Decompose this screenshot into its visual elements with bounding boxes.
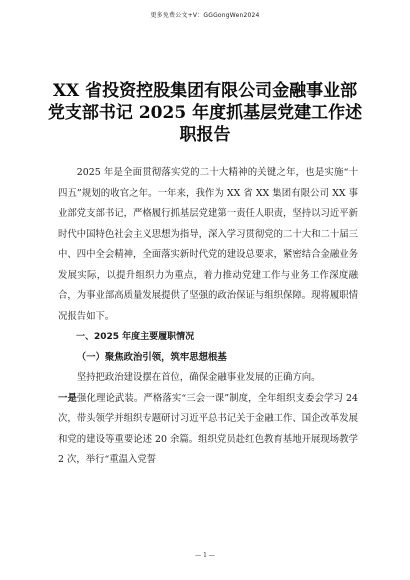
point-lead: 一是 [58,392,77,404]
title-line-1: XX 省投资控股集团有限公司金融事业部 [52,81,358,101]
page-number: — 1 — [195,552,215,559]
header-note: 更多免费公文+V：GGGongWen2024 [150,12,260,19]
section-heading: 一、2025 年度主要履职情况 [76,332,195,342]
title-line-2: 党支部书记 2025 年度抓基层党建工作述 [47,103,363,123]
subsection-detail-paragraph [58,389,358,471]
document-title [40,80,370,146]
title-line-3: 职报告 [179,125,231,145]
intro-paragraph: 2025 年是全面贯彻落实党的二十大精神的关键之年，也是实施“十四五”规划的收官之年。一年来，我作为 XX 省 XX 集团有限公司 XX 事业部党支部书记，严格履行抓基层党建第一责任人职责，坚持以习近平新时代中国特色社会主义思想为指导，深入学习贯彻党的二十大和二十届三中、四中全会精神，全面落实新时代党的建设总要求，紧密结合金融业务发展实际，以提升组织力为重点，着力推动党建工作与业务工作深度融合，为事业部高质量发展提供了坚强的政治保证与组织保障。现将履职情况报告如下。 [58,167,359,322]
subsection-intro-paragraph: 坚持把政治建设摆在首位，确保金融事业发展的正确方向。 [76,372,321,383]
point-text: 强化理论武装。严格落实“三会一课”制度，全年组织支委会学习 24 次，带头领学并组织专题研讨习近平总书记关于金融工作、国企改革发展和党的建设等重要论述 20 余篇。组织党员赴红色教育基地开展现场教学 2 次，举行“重温入党誓 [58,392,359,465]
document-body [58,163,358,471]
subsection-heading: （一）聚焦政治引领，筑牢思想根基 [76,351,227,363]
